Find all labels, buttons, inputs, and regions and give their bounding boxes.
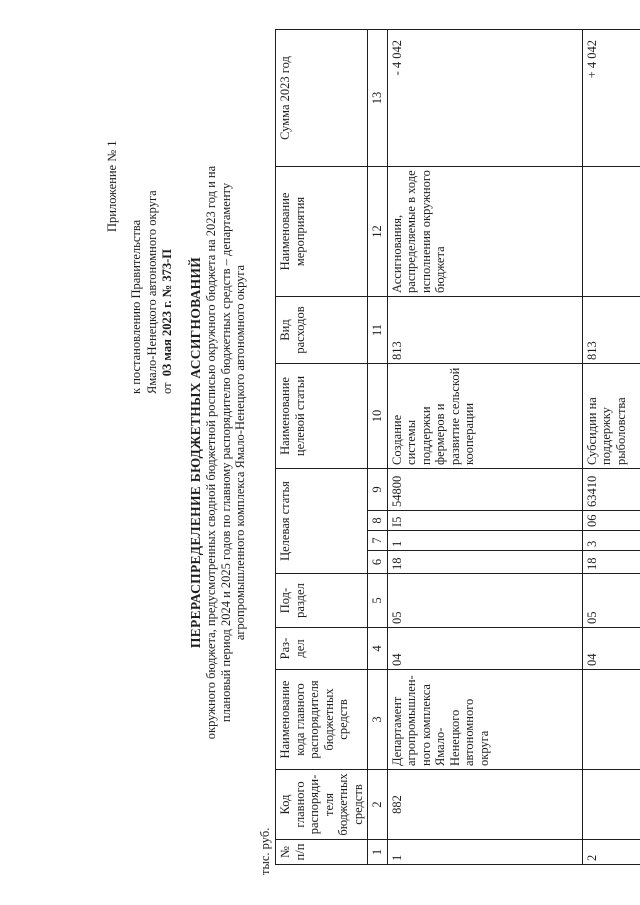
cell-code: 882 xyxy=(387,770,582,840)
cell-target-1: 18 xyxy=(387,551,582,574)
col-number: 12 xyxy=(368,166,388,296)
header-row xyxy=(276,29,368,864)
table-row xyxy=(582,29,640,864)
col-number: 3 xyxy=(368,670,388,770)
col-number: 10 xyxy=(368,363,388,468)
cell-target-name: Субсидии на поддержку рыболовства xyxy=(582,363,640,468)
header-num: № п/п xyxy=(276,840,368,865)
cell-num: 1 xyxy=(387,840,582,865)
decree-number: 03 мая 2023 г. № 373-П xyxy=(160,249,174,377)
col-number: 9 xyxy=(368,468,388,510)
cell-section: 04 xyxy=(582,628,640,670)
col-number: 13 xyxy=(368,29,388,166)
decree-block xyxy=(129,190,176,394)
cell-sum: - 4 042 xyxy=(387,29,582,166)
header-expense-type: Вид расходов xyxy=(276,296,368,363)
cell-target-1: 18 xyxy=(582,551,640,574)
cell-num: 2 xyxy=(582,840,640,865)
decree-line-1: к постановлению Правительства xyxy=(129,219,143,394)
cell-name-code: Департамент агропромышлен-ного комплекса Ямало-Ненецкого автономного округа xyxy=(387,670,582,770)
cell-target-2: 1 xyxy=(387,531,582,551)
cell-target-3: 06 xyxy=(582,511,640,531)
header-name-code: Наименование кода главного распорядителя бюджетных средств xyxy=(276,670,368,770)
cell-subsection: 05 xyxy=(387,574,582,628)
col-number: 1 xyxy=(368,840,388,865)
cell-expense-type: 813 xyxy=(582,296,640,363)
document-subtitle: окружного бюджета, предусмотренных сводной бюджетной росписью окружного бюджета на 2023 год и на плановый период 2024 и 2025 годов по главному распорядителю бюджетных средств – департаменту агропромышленного комплекса Ямало-Ненецкого автономного округа xyxy=(204,165,247,740)
allocation-table xyxy=(275,29,640,865)
col-number: 11 xyxy=(368,296,388,363)
cell-event-name: Ассигнования, распределяемые в ходе исполнения окружного бюджета xyxy=(387,166,582,296)
header-target-name: Наименование целевой статьи xyxy=(276,363,368,468)
cell-event-name xyxy=(582,166,640,296)
cell-expense-type: 813 xyxy=(387,296,582,363)
cell-target-3: I5 xyxy=(387,511,582,531)
col-number: 2 xyxy=(368,770,388,840)
cell-name-code xyxy=(582,670,640,770)
header-target: Целевая статья xyxy=(276,468,368,573)
cell-code xyxy=(582,770,640,840)
col-number: 5 xyxy=(368,574,388,628)
cell-sum: + 4 042 xyxy=(582,29,640,166)
cell-target-name: Создание системы поддержки фермеров и развитие сельской кооперации xyxy=(387,363,582,468)
unit-label: тыс. руб. xyxy=(258,827,272,875)
column-number-row xyxy=(368,29,388,864)
col-number: 7 xyxy=(368,531,388,551)
header-section: Раз-дел xyxy=(276,628,368,670)
header-event-name: Наименование мероприятия xyxy=(276,166,368,296)
decree-line-3 xyxy=(160,190,176,394)
cell-target-4: 54800 xyxy=(387,468,582,510)
header-code: Код главного распоряди-теля бюджетных средств xyxy=(276,770,368,840)
cell-subsection: 05 xyxy=(582,574,640,628)
header-subsection: Под-раздел xyxy=(276,574,368,628)
decree-line-2: Ямало-Ненецкого автономного округа xyxy=(144,190,159,394)
document-title: ПЕРЕРАСПРЕДЕЛЕНИЕ БЮДЖЕТНЫХ АССИГНОВАНИЙ xyxy=(188,256,203,649)
cell-target-2: 3 xyxy=(582,531,640,551)
cell-section: 04 xyxy=(387,628,582,670)
cell-target-4: 63410 xyxy=(582,468,640,510)
col-number: 4 xyxy=(368,628,388,670)
appendix-label: Приложение № 1 xyxy=(105,140,119,232)
col-number: 6 xyxy=(368,551,388,574)
col-number: 8 xyxy=(368,511,388,531)
decree-from: от xyxy=(160,382,174,394)
header-sum: Сумма 2023 год xyxy=(276,29,368,166)
table-row xyxy=(387,29,582,864)
